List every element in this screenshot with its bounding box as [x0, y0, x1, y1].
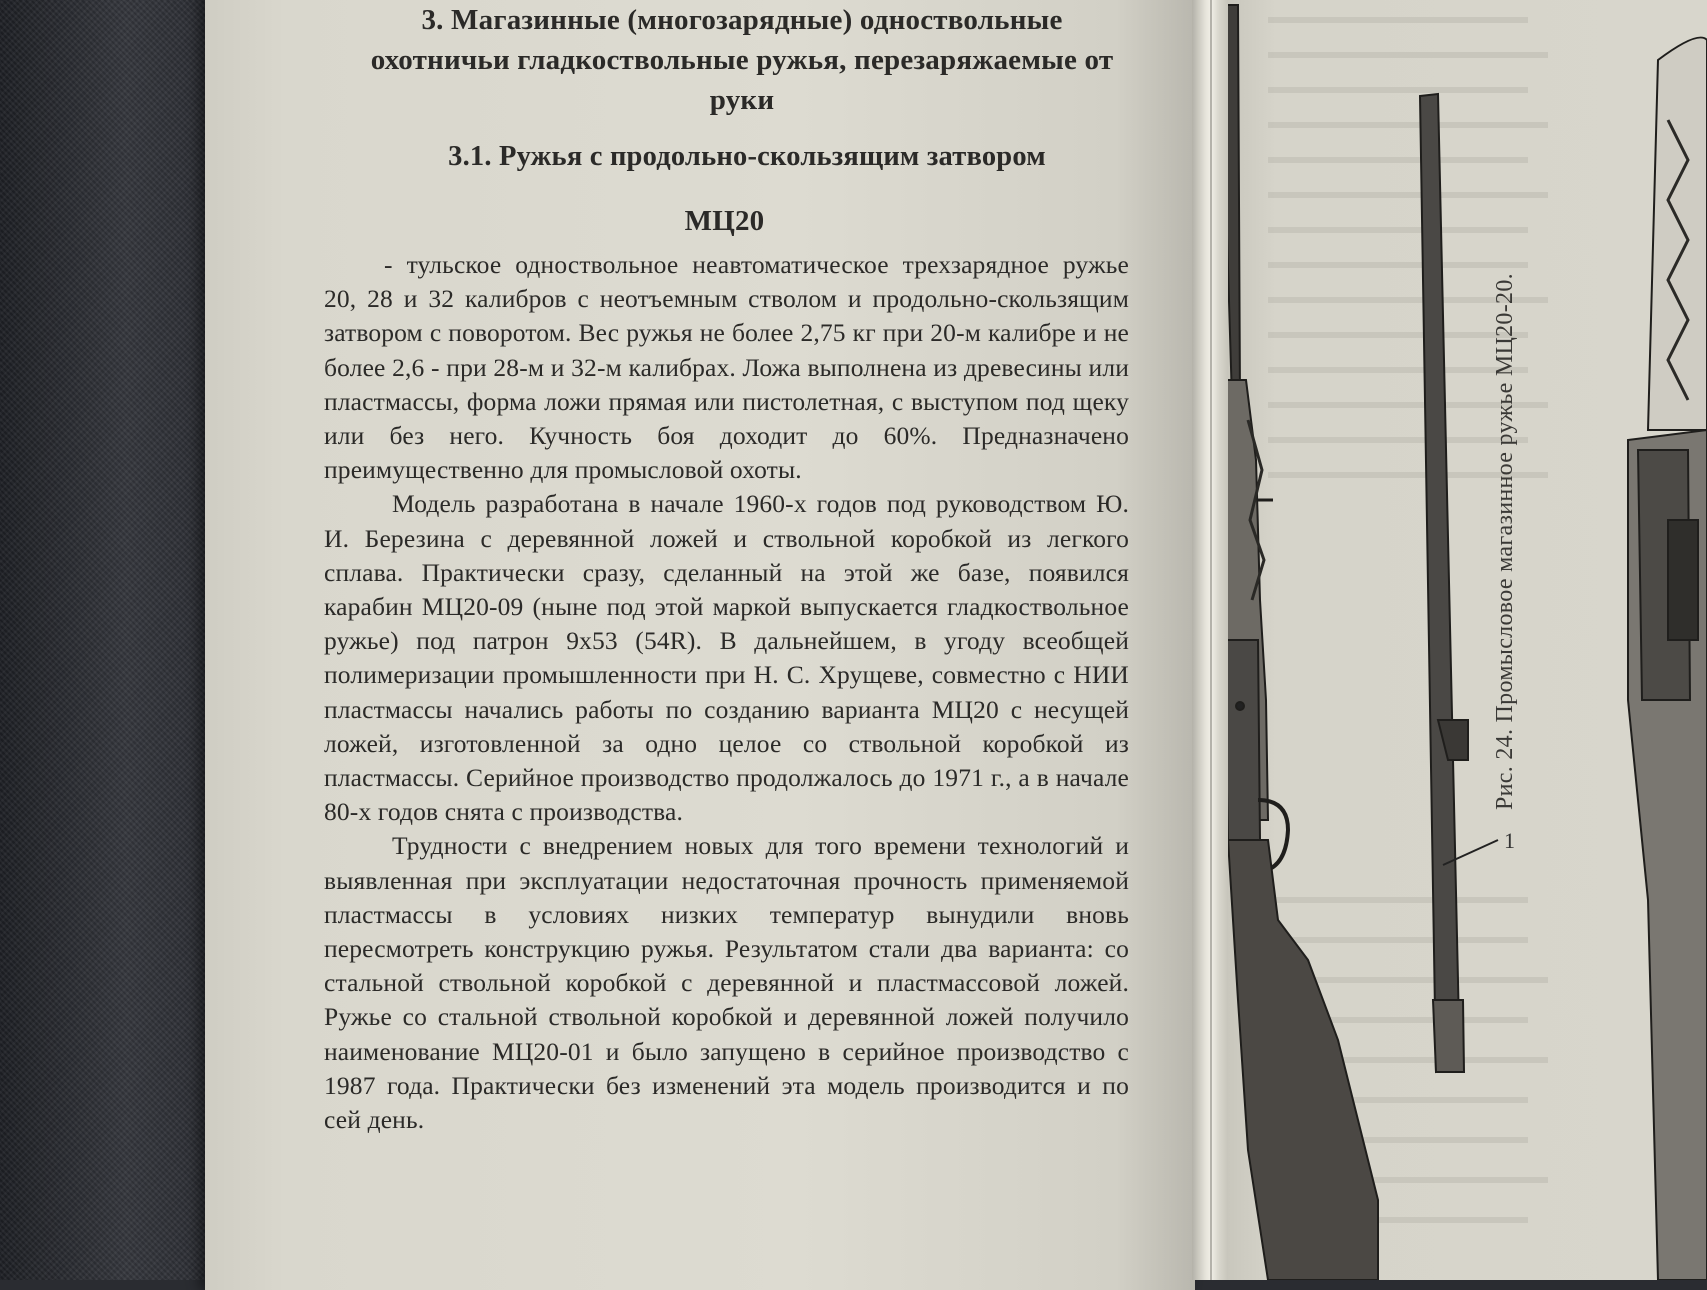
barrel-detail: [1420, 94, 1498, 1072]
rifle-illustration: [1228, 0, 1707, 1280]
section-heading: 3. Магазинные (многозарядные) одноствольные охотничьи гладкоствольные ружья, перезаряжаемые от руки: [370, 4, 1114, 116]
figure-caption: Рис. 24. Промысловое магазинное ружье МЦ20-20.: [1492, 273, 1518, 810]
book-gutter: [1192, 0, 1230, 1280]
model-heading: МЦ20: [684, 205, 765, 237]
paragraph-history: Модель разработана в начале 1960-х годов под руководством Ю. И. Березина с деревянной ложей и ствольной коробкой из легкого сплава. Практически сразу, сделанный на этой же базе, появился карабин МЦ20-09 (ныне под этой маркой выпускается гладкоствольное ружье) под патрон 9х53 (54R). В дальнейшем, в угоду всеобщей полимеризации промышленности при Н. С. Хрущеве, совместно с НИИ пластмассы начались работы по созданию варианта МЦ20 с несущей ложей, изготовленной за одно целое со ствольной коробкой из пластмассы. Серийное производство продолжалось до 1971 г., а в начале 80-х годов снята с производства.: [324, 489, 1129, 827]
subsection-heading: 3.1. Ружья с продольно-скользящим затвором: [448, 141, 1046, 172]
paragraph-intro: - тульское одноствольное неавтоматическое трехзарядное ружье 20, 28 и 32 калибров с неотъемным стволом и продольно-скользящим затвором с поворотом. Вес ружья не более 2,75 кг при 20-м калибре и не более 2,6 - при 28-м и 32-м калибрах. Ложа выполнена из древесины или пластмассы, форма ложи прямая или пистолетная, с выступом под щеку или без него. Кучность боя доходит до 60%. Предназначено преимущественно для промысловой охоты.: [324, 250, 1129, 485]
paragraph-variants: Трудности с внедрением новых для того времени технологий и выявленная при эксплуатации недостаточная прочность применяемой пластмассы в условиях низких температур вынудили вновь пересмотреть конструкцию ружья. Результатом стали два варианта: со стальной ствольной коробкой с деревянной и пластмассовой ложей. Ружье со стальной ствольной коробкой и деревянной ложей получило наименование МЦ20-01 и было запущено в серийное производство с 1987 года. Практически без изменений эта модель производится и по сей день.: [324, 831, 1129, 1135]
receiver-detail: [1628, 38, 1707, 1281]
background-fabric: [0, 0, 210, 1280]
body-text: [324, 248, 1129, 1137]
callout-number: 1: [1504, 828, 1515, 853]
